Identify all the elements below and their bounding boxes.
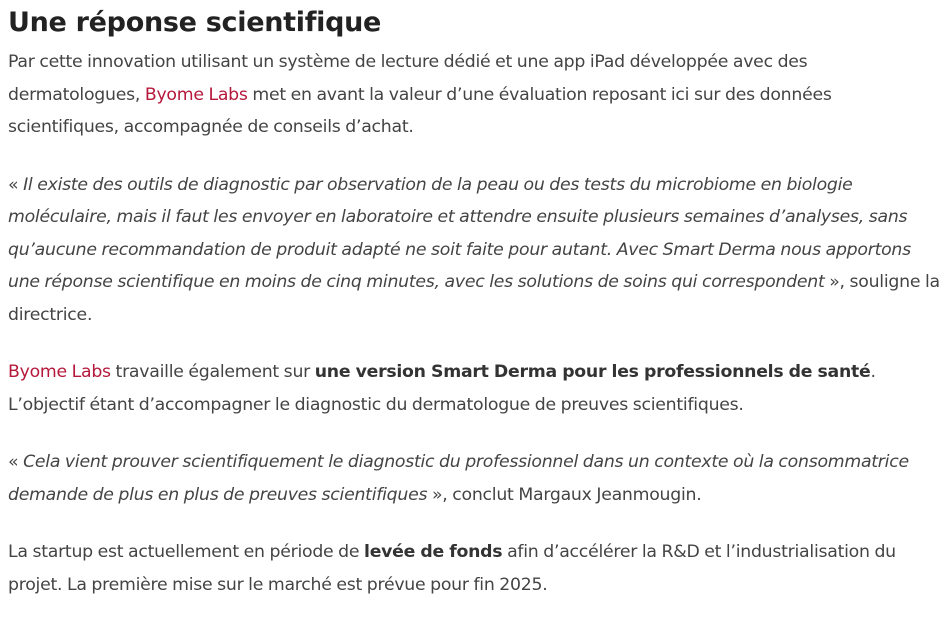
funding-highlight: levée de fonds — [364, 542, 503, 562]
byome-labs-link-2[interactable]: Byome Labs — [8, 362, 111, 382]
pro-text-end: . L’objectif étant d’accompagner le diagnostic du dermatologue de preuves scientifiques. — [8, 362, 876, 415]
paragraph-intro — [8, 46, 941, 144]
section-heading: Une réponse scientifique — [8, 7, 382, 38]
paragraph-funding — [8, 536, 941, 601]
conclusion-quote: Cela vient prouver scientifiquement le diagnostic du professionnel dans un contexte où la consommatrice demande de plus en plus de preuves scientifiques — [8, 452, 909, 505]
quote-open-mark: « — [8, 174, 24, 195]
intro-text-start: Par cette innovation utilisant un système de lecture dédié et une app iPad développée avec des dermatologues, — [8, 52, 808, 105]
quote-attribution: », souligne la directrice. — [8, 272, 940, 325]
funding-text-end: afin d’accélérer la R&D et l’industrialisation du projet. La première mise sur le marché est prévue pour fin 2025. — [8, 542, 896, 595]
paragraph-quote-conclusion — [8, 446, 941, 511]
byome-labs-link[interactable]: Byome Labs — [144, 84, 248, 105]
director-quote: Il existe des outils de diagnostic par observation de la peau ou des tests du microbiome en biologie moléculaire, mais il faut les envoyer en laboratoire et attendre ensuite plusieurs semaines d’analyses, sans qu’aucune recommandation de produit adapté ne soit faite pour autant. Avec Smart Derma nous apportons une réponse scientifique en moins de cinq minutes, avec les solutions de soins qui correspondent — [8, 174, 911, 292]
paragraph-quote-director — [8, 169, 941, 332]
pro-text-middle: travaille également sur — [110, 362, 315, 382]
quote-open-mark-2: « — [8, 452, 24, 472]
conclusion-attribution: », conclut Margaux Jeanmougin. — [427, 484, 702, 505]
pro-version-highlight: une version Smart Derma pour les professionnels de santé — [314, 362, 871, 382]
paragraph-professional-version — [8, 356, 941, 421]
funding-text-start: La startup est actuellement en période de — [8, 542, 365, 562]
intro-text-end: met en avant la valeur d’une évaluation reposant ici sur des données scientifiques, accompagnée de conseils d’achat. — [8, 84, 832, 137]
